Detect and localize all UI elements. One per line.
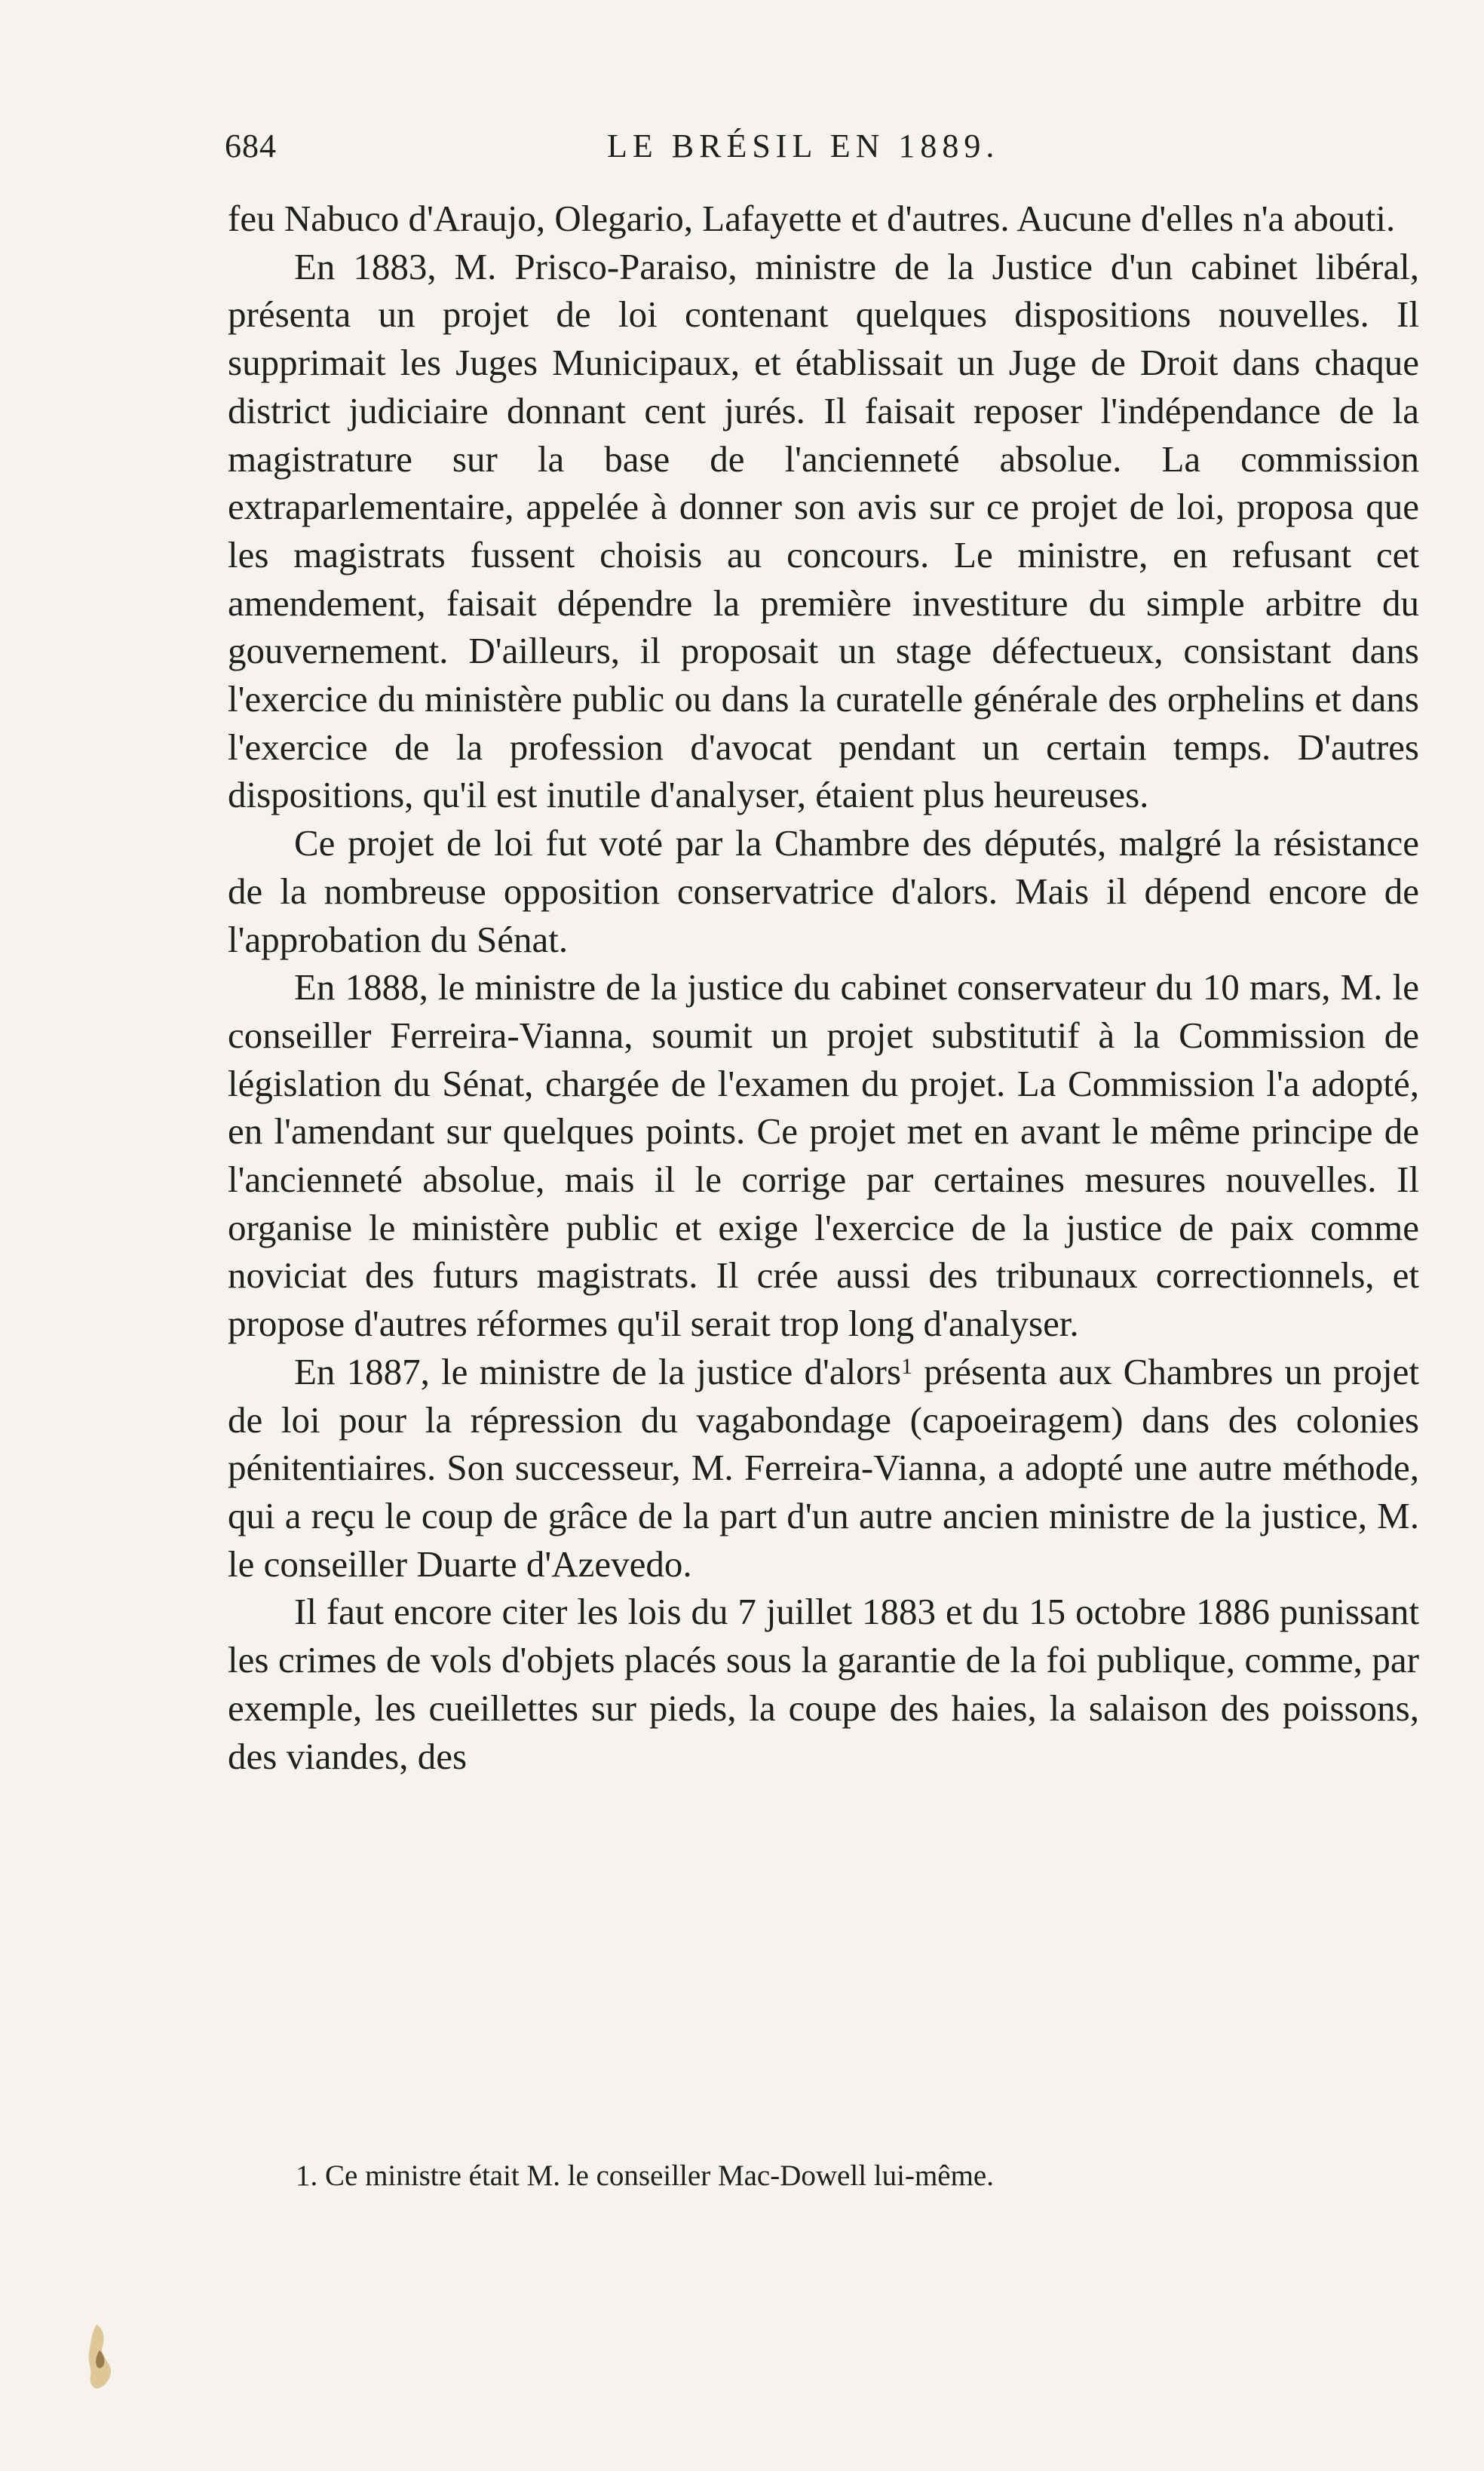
paragraph-4 xyxy=(228,963,1419,1348)
footnote-marker: 1 xyxy=(901,1353,913,1379)
paragraph-1 xyxy=(228,195,1419,243)
paragraph-2 xyxy=(228,243,1419,819)
paragraph-text-continued: présenta aux Chambres un projet de loi pour la répression du vagabondage (capoeiragem) dans des colonies pénitentiaires. Son successeur, M. Ferreira-Vianna, a adopté une autre méthode, qui a reçu le coup de grâce de la part d'un autre ancien ministre de la justice, M. le conseiller Duarte d'Azevedo. xyxy=(228,1350,1420,1585)
paragraph-text: Ce projet de loi fut voté par la Chambre des députés, malgré la résistance de la nombreuse opposition conservatrice d'alors. Mais il dépend encore de l'approbation du Sénat. xyxy=(228,822,1419,960)
paragraph-text: En 1887, le ministre de la justice d'alors xyxy=(294,1350,902,1392)
page-number: 684 xyxy=(225,127,277,164)
library-stamp-stain xyxy=(80,2320,128,2393)
paragraph-6 xyxy=(228,1588,1419,1780)
paragraph-text: feu Nabuco d'Araujo, Olegario, Lafayette et d'autres. Aucune d'elles n'a abouti. xyxy=(228,198,1396,239)
paragraph-3 xyxy=(228,819,1419,963)
paragraph-text: En 1883, M. Prisco-Paraiso, ministre de la Justice d'un cabinet libéral, présenta un projet de loi contenant quelques dispositions nouvelles. Il supprimait les Juges Municipaux, et établissait un Juge de Droit dans chaque district judiciaire donnant cent jurés. Il faisait reposer l'indépendance de la magistrature sur la base de l'ancienneté absolue. La commission extraparlementaire, appelée à donner son avis sur ce projet de loi, proposa que les magistrats fussent choisis au concours. Le ministre, en refusant cet amendement, faisait dépendre la première investiture du simple arbitre du gouvernement. D'ailleurs, il proposait un stage défectueux, consistant dans l'exercice du ministère public ou dans la curatelle générale des orphelins et dans l'exercice de la profession d'avocat pendant un certain temps. D'autres dispositions, qu'il est inutile d'analyser, étaient plus heureuses. xyxy=(228,245,1419,816)
page-header xyxy=(225,127,1419,175)
body-text xyxy=(228,195,1419,1780)
footnote: 1. Ce ministre était M. le conseiller Mac-Dowell lui-même. xyxy=(296,2159,994,2192)
paragraph-text: Il faut encore citer les lois du 7 juillet 1883 et du 15 octobre 1886 punissant les crimes de vols d'objets placés sous la garantie de la foi publique, comme, par exemple, les cueillettes sur pieds, la coupe des haies, la salaison des poissons, des viandes, des xyxy=(228,1591,1419,1777)
paragraph-text: En 1888, le ministre de la justice du cabinet conservateur du 10 mars, M. le conseiller Ferreira-Vianna, soumit un projet substitutif à la Commission de législation du Sénat, chargée de l'examen du projet. La Commission l'a adopté, en l'amendant sur quelques points. Ce projet met en avant le même principe de l'ancienneté absolue, mais il le corrige par certaines mesures nouvelles. Il organise le ministère public et exige l'exercice de la justice de paix comme noviciat des futurs magistrats. Il crée aussi des tribunaux correctionnels, et propose d'autres réformes qu'il serait trop long d'analyser. xyxy=(228,966,1419,1345)
paragraph-5 xyxy=(228,1348,1419,1588)
running-title: LE BRÉSIL EN 1889. xyxy=(607,127,1000,164)
